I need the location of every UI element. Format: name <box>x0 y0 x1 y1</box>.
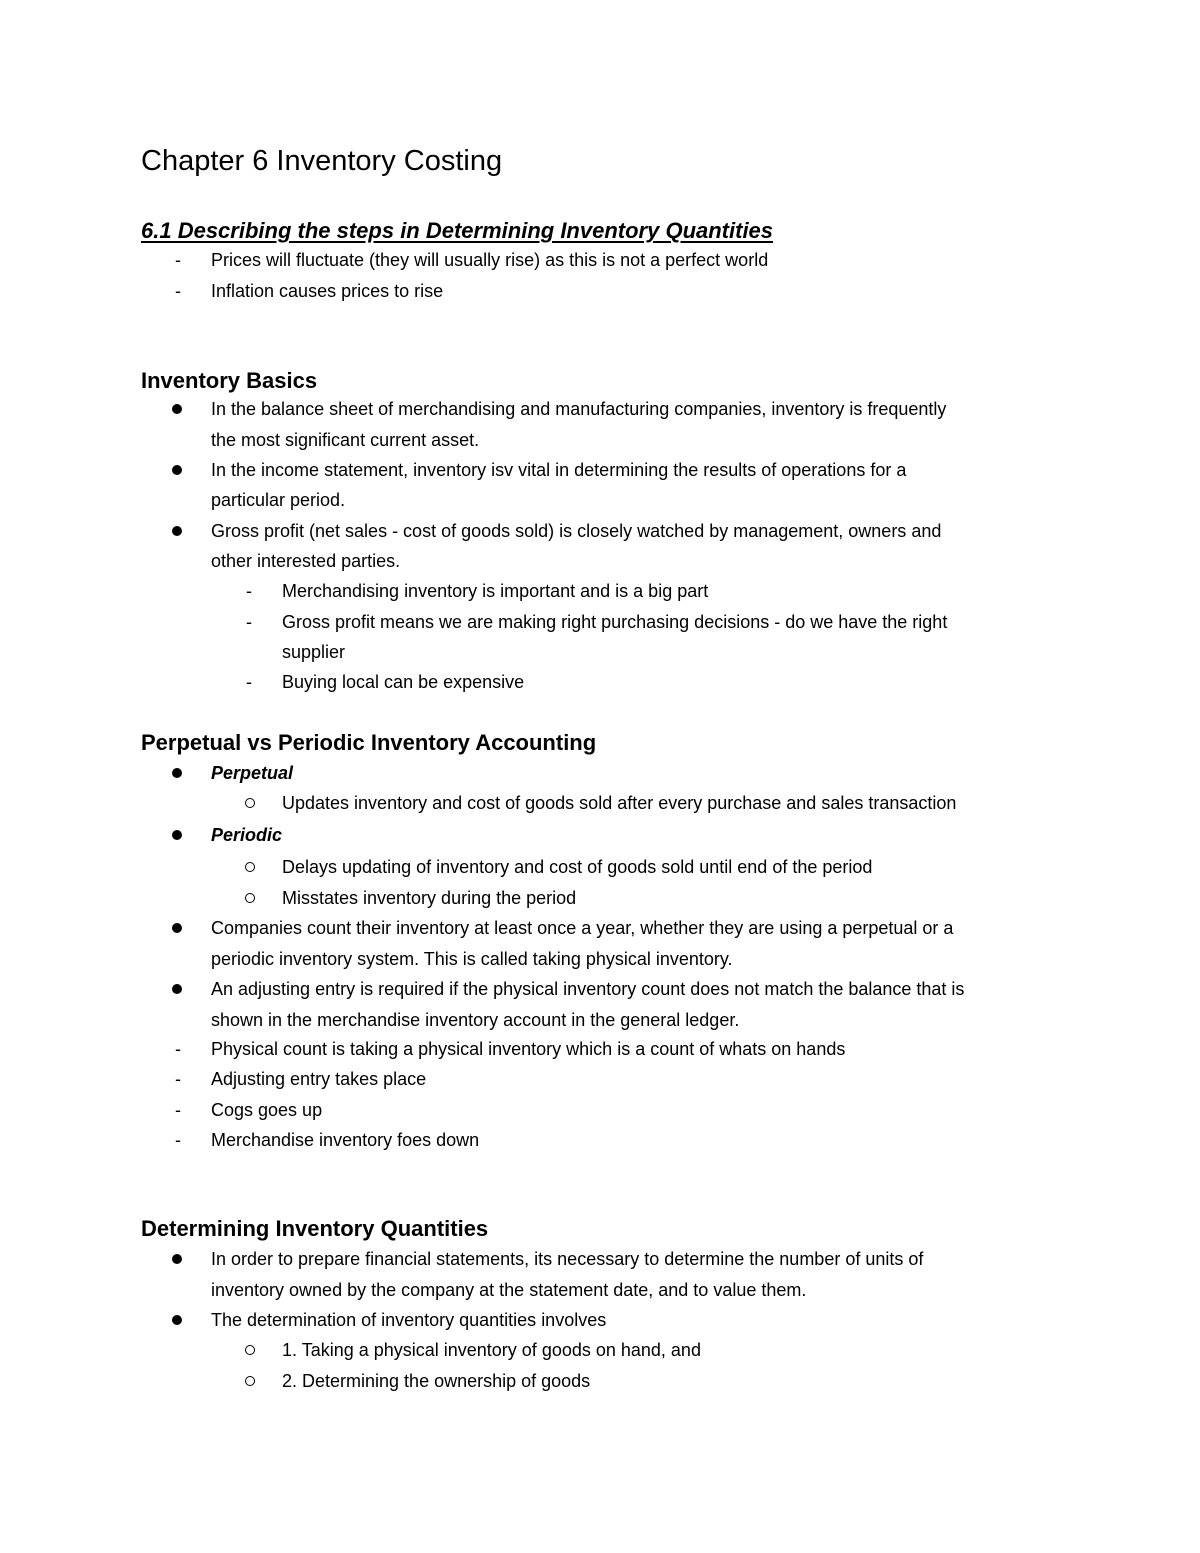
section-heading-inventory-basics: Inventory Basics <box>141 368 318 393</box>
list-item: Merchandise inventory foes down <box>211 1130 480 1150</box>
dash-marker: - <box>175 1100 181 1120</box>
bullet-icon <box>172 913 182 943</box>
bullet-icon <box>172 974 182 1004</box>
bullet-icon <box>172 1244 182 1274</box>
sub-list-item: Buying local can be expensive <box>282 672 525 692</box>
list-item-continuation: particular period. <box>211 490 346 510</box>
section-heading-determining-quantities: Determining Inventory Quantities <box>141 1216 489 1241</box>
bullet-icon <box>172 516 182 546</box>
dash-marker: - <box>246 672 252 692</box>
list-item: Inflation causes prices to rise <box>211 281 444 301</box>
list-item: Prices will fluctuate (they will usually rise) as this is not a perfect world <box>211 250 769 270</box>
circle-bullet-icon <box>245 852 255 882</box>
list-item: An adjusting entry is required if the physical inventory count does not match the balance that is <box>211 979 965 999</box>
bullet-icon <box>172 758 182 788</box>
bullet-icon <box>172 820 182 850</box>
dash-marker: - <box>246 612 252 632</box>
sub-list-item: Merchandising inventory is important and is a big part <box>282 581 709 601</box>
list-item: In order to prepare financial statements, its necessary to determine the number of units of <box>211 1249 924 1269</box>
circle-bullet-icon <box>245 788 255 818</box>
circle-bullet-icon <box>245 1335 255 1365</box>
circle-bullet-icon <box>245 883 255 913</box>
dash-marker: - <box>175 1039 181 1059</box>
list-item: Adjusting entry takes place <box>211 1069 427 1089</box>
section-heading-perpetual-vs-periodic: Perpetual vs Periodic Inventory Accounting <box>141 730 597 755</box>
sub-list-item: 1. Taking a physical inventory of goods on hand, and <box>282 1340 701 1360</box>
list-item: Gross profit (net sales - cost of goods sold) is closely watched by management, owners and <box>211 521 942 541</box>
section-subtitle: 6.1 Describing the steps in Determining Inventory Quantities <box>141 218 774 243</box>
perpetual-label: Perpetual <box>211 763 294 783</box>
sub-list-item: 2. Determining the ownership of goods <box>282 1371 591 1391</box>
list-item: Cogs goes up <box>211 1100 323 1120</box>
list-item: The determination of inventory quantities involves <box>211 1310 607 1330</box>
sub-list-item: Delays updating of inventory and cost of goods sold until end of the period <box>282 857 873 877</box>
bullet-icon <box>172 455 182 485</box>
circle-bullet-icon <box>245 1366 255 1396</box>
sub-list-item: Updates inventory and cost of goods sold after every purchase and sales transaction <box>282 793 957 813</box>
dash-marker: - <box>175 281 181 301</box>
list-item-continuation: other interested parties. <box>211 551 401 571</box>
dash-marker: - <box>175 250 181 270</box>
periodic-label: Periodic <box>211 825 283 845</box>
list-item: In the balance sheet of merchandising and manufacturing companies, inventory is frequently <box>211 399 947 419</box>
dash-marker: - <box>246 581 252 601</box>
dash-marker: - <box>175 1069 181 1089</box>
sub-list-item: Gross profit means we are making right purchasing decisions - do we have the right <box>282 612 948 632</box>
dash-marker: - <box>175 1130 181 1150</box>
bullet-icon <box>172 394 182 424</box>
bullet-icon <box>172 1305 182 1335</box>
sub-list-item-continuation: supplier <box>282 642 346 662</box>
list-item-continuation: inventory owned by the company at the statement date, and to value them. <box>211 1280 807 1300</box>
list-item: In the income statement, inventory isv vital in determining the results of operations for a <box>211 460 907 480</box>
page-title: Chapter 6 Inventory Costing <box>141 145 503 177</box>
sub-list-item: Misstates inventory during the period <box>282 888 577 908</box>
list-item: Companies count their inventory at least once a year, whether they are using a perpetual or a <box>211 918 954 938</box>
list-item-continuation: shown in the merchandise inventory account in the general ledger. <box>211 1010 740 1030</box>
list-item: Physical count is taking a physical inventory which is a count of whats on hands <box>211 1039 846 1059</box>
list-item-continuation: periodic inventory system. This is called taking physical inventory. <box>211 949 733 969</box>
list-item-continuation: the most significant current asset. <box>211 430 480 450</box>
